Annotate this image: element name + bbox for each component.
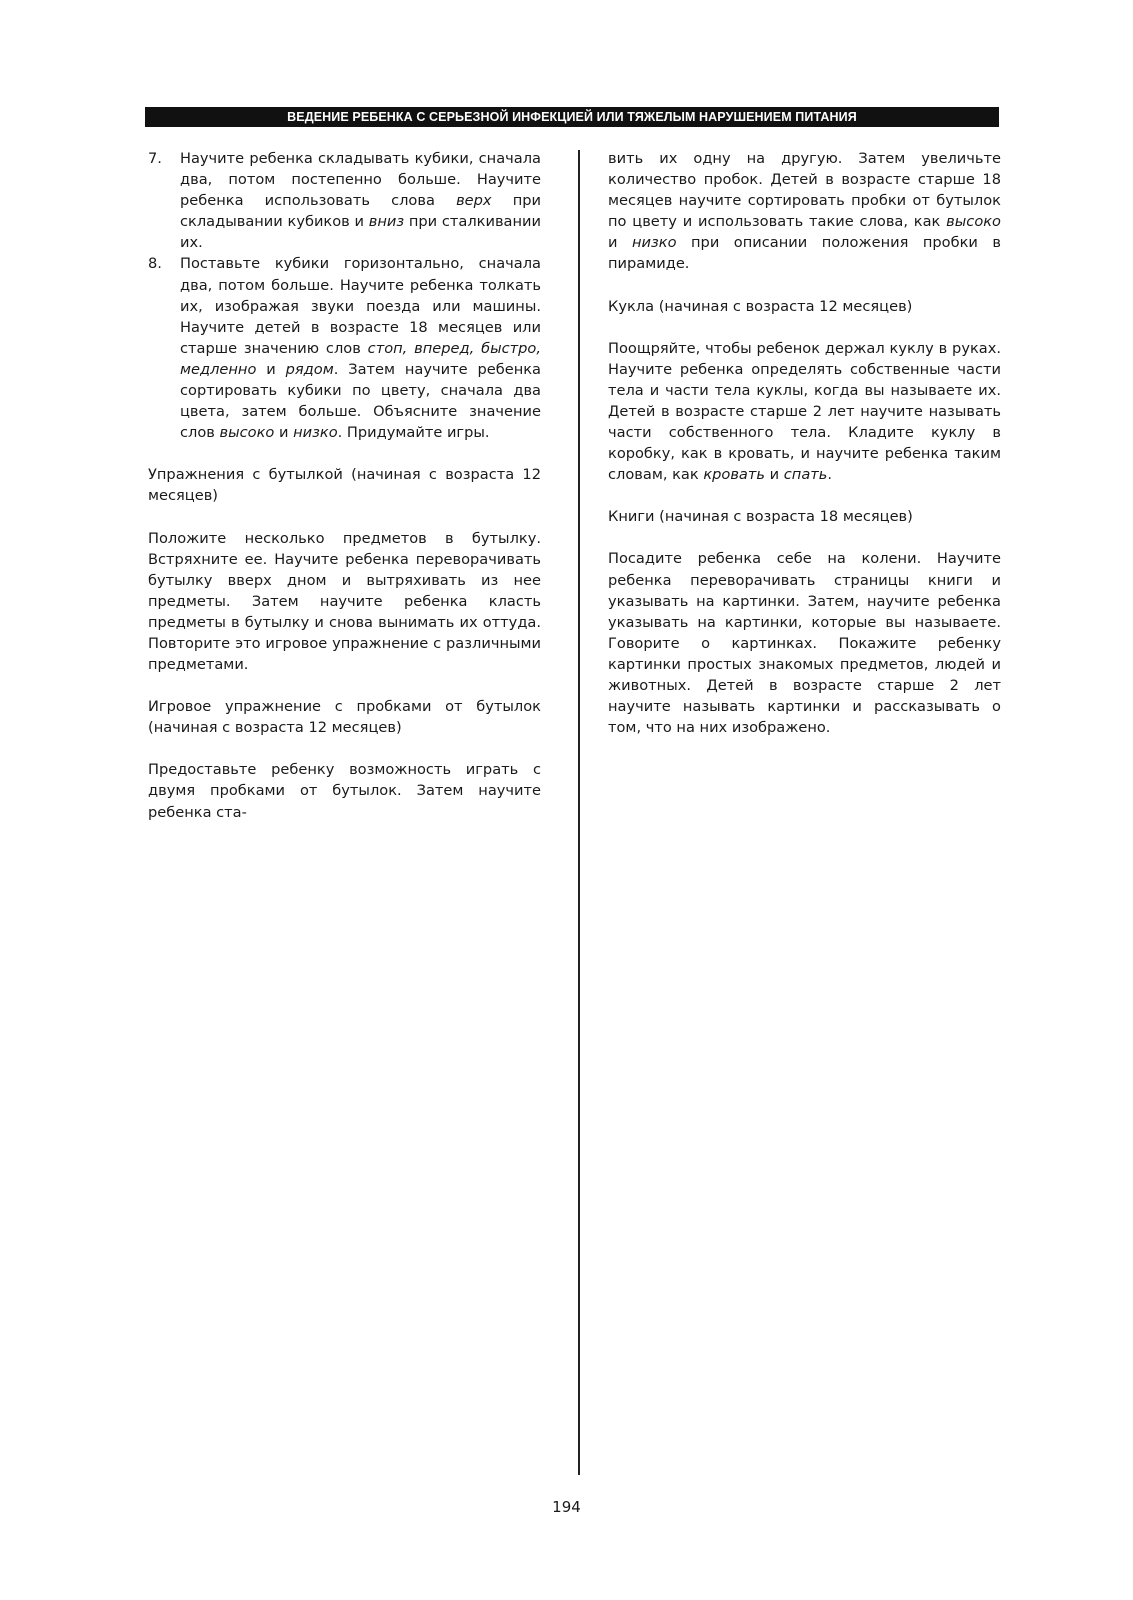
section-heading-bottle: Упражнения с бутылкой (начиная с возраста 12 месяцев) [148,466,541,505]
column-divider [578,150,580,1475]
running-header-title: ВЕДЕНИЕ РЕБЕНКА С СЕРЬЕЗНОЙ ИНФЕКЦИЕЙ ИЛИ ТЯЖЕЛЫМ НАРУШЕНИЕМ ПИТАНИЯ [287,110,857,124]
section-heading-doll: Кукла (начиная с возраста 12 месяцев) [608,297,913,315]
page-number: 194 [552,1498,581,1516]
emphasis: рядом [285,360,334,378]
emphasis: кровать [703,466,765,484]
step-number: 8. [148,255,162,273]
step-number: 7. [148,150,162,167]
step-8 [148,253,541,443]
paragraph-doll: Поощряйте, чтобы ребенок держал куклу в руках. Научите ребенка определять собственные части тела и части тела куклы, когда вы называете их. Детей в возрасте старше 2 лет научите называть части собственного тела. Кладите куклу в коробку, как в кровать, и научите ребенка таким словам, как кровать и спать. [608,339,1001,484]
paragraph-caps: Предоставьте ребенку возможность играть с двумя пробками от бутылок. Затем научите ребенка ста- [148,761,541,821]
right-column [608,148,1001,738]
left-column [148,148,541,823]
numbered-steps [148,148,541,443]
step-7 [148,148,541,253]
emphasis: высоко [946,213,1001,231]
emphasis: низко [293,424,338,442]
section-heading-caps: Игровое упражнение с пробками от бутылок (начиная с возраста 12 месяцев) [148,698,541,737]
emphasis: низко [631,234,677,252]
running-header [145,107,999,127]
emphasis: высоко [219,424,275,442]
emphasis: верх [456,192,492,210]
paragraph-bottle: Положите несколько предметов в бутылку. Встряхните ее. Научите ребенка переворачивать бутылку вверх дном и вытряхивать из нее предметы. Затем научите ребенка класть предметы в бутылку и снова вынимать их оттуда. Повторите это игровое упражнение с различными предметами. [148,529,541,674]
paragraph-books: Посадите ребенка себе на колени. Научите ребенка переворачивать страницы книги и указывать на картинки. Затем, научите ребенка указывать на картинки, которые вы называете. Говорите о картинках. Покажите ребенку картинки простых знакомых предметов, людей и животных. Детей в возрасте старше 2 лет научите называть картинки и рассказывать о том, что на них изображено. [608,550,1001,737]
step-text: Поставьте кубики горизонтально, сначала два, потом больше. Научите ребенка толкать их, изображая звуки поезда или машины. Научите детей в возрасте 18 месяцев или старше значению слов стоп, вперед, быстро, медленно и рядом. Затем научите ребенка сортировать кубики по цвету, сначала два цвета, затем больше. Объясните значение слов высоко и низко. Придумайте игры. [180,255,541,442]
step-text: Научите ребенка складывать кубики, сначала два, потом постепенно больше. Научите ребенка использовать слова верх при складывании кубиков и вниз при сталкивании их. [180,150,541,252]
emphasis: вниз [368,213,405,231]
emphasis: стоп, вперед, быстро, медленно [180,339,541,378]
section-heading-books: Книги (начиная с возраста 18 месяцев) [608,508,913,526]
emphasis: спать [783,466,828,484]
paragraph-caps-continued: вить их одну на другую. Затем увеличьте количество пробок. Детей в возрасте старше 18 месяцев научите сортировать пробки от бутылок по цвету и использовать такие слова, как высоко и низко при описании положения пробки в пирамиде. [608,150,1001,273]
